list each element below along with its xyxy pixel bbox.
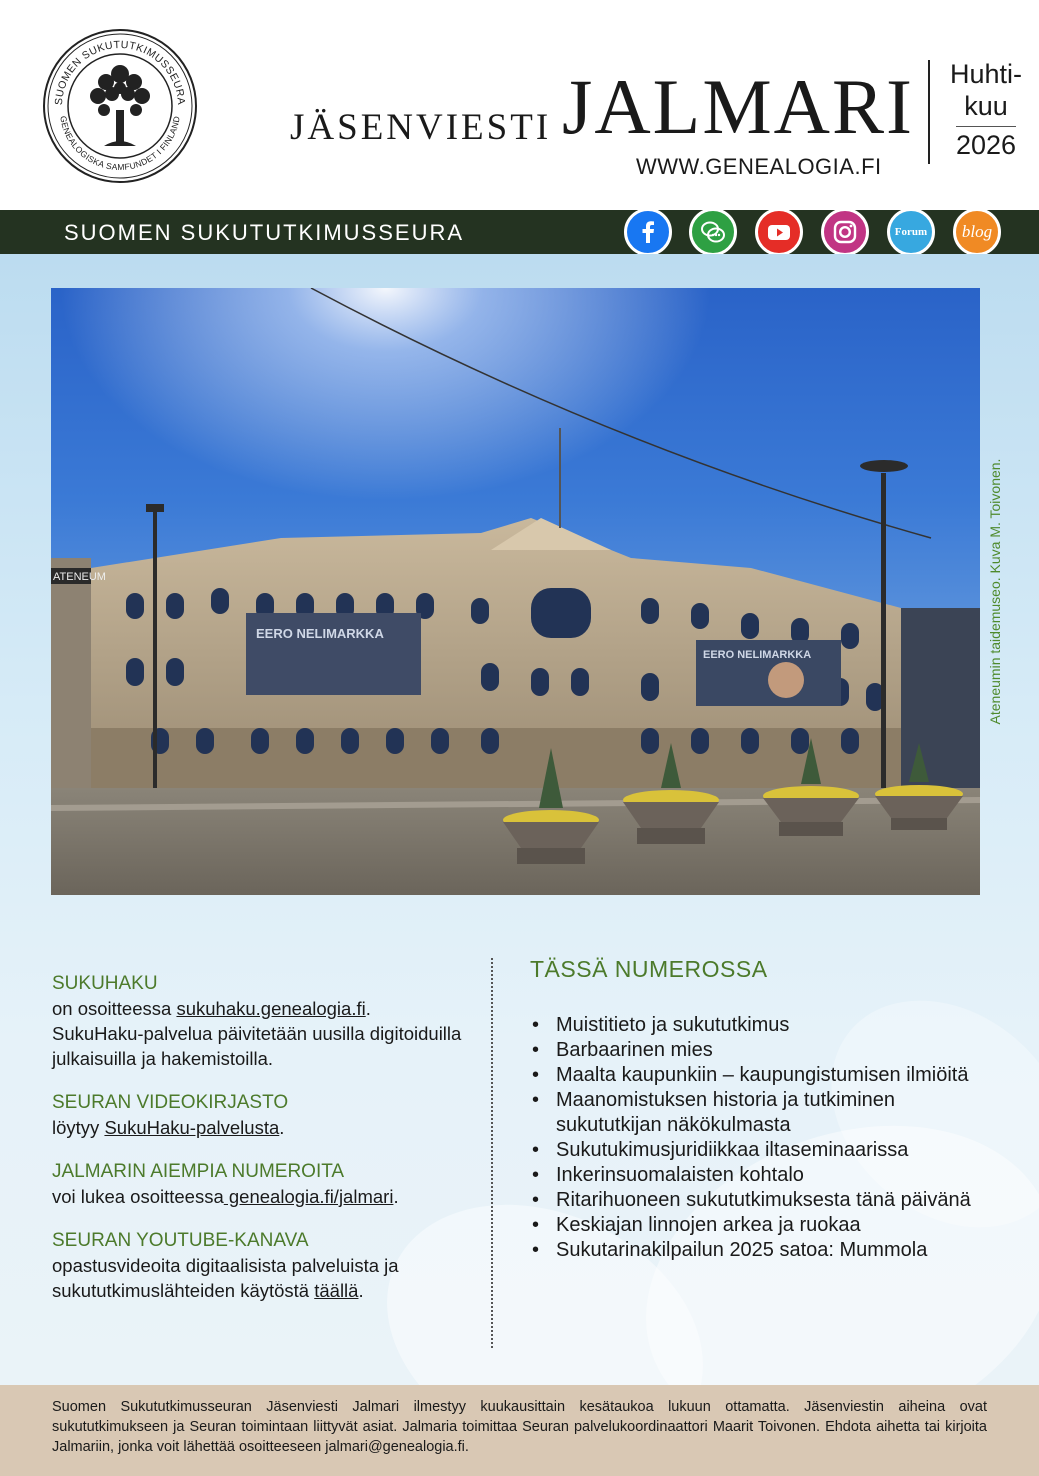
sukuhaku-text-post: . bbox=[365, 998, 371, 1019]
society-bar bbox=[0, 210, 1039, 254]
seal-text-bottom: GENEALOGISKA SAMFUNDET I FINLAND bbox=[58, 115, 182, 173]
section-videokirjasto bbox=[52, 1091, 462, 1140]
cover-photo-ateneum bbox=[51, 288, 980, 895]
footer-text: Suomen Sukututkimusseuran Jäsenviesti Jalmari ilmestyy kuukausittain kesätaukoa lukuun ottamatta. Jäsenviestin aiheina ovat sukututkimukseen ja Seuran toimintaan liittyvät asiat. Jalmaria toimittaa Seuran palvelukoordinaattori Maarit Toivonen. Ehdota aihetta tai kirjoita Jalmariin, jonka voit lähettää osoitteeseen jalmari@genealogia.fi. bbox=[52, 1399, 987, 1455]
banner-right-text: EERO NELIMARKKA bbox=[703, 649, 812, 661]
youtube-icon[interactable] bbox=[755, 208, 803, 256]
sukuhaku-palvelu-link[interactable]: SukuHaku-palvelusta bbox=[104, 1117, 280, 1138]
youtube-text-pre: opastusvideoita digitaalisista palveluista ja sukututkimuslähteiden käytöstä bbox=[52, 1255, 399, 1301]
contents-column bbox=[530, 956, 1000, 1263]
street-sign-text: ATENEUM bbox=[53, 571, 106, 583]
sukuhaku-heading: SUKUHAKU bbox=[52, 973, 158, 994]
list-item: • Maanomistuksen historia ja tutkiminen sukututkijan näkökulmasta bbox=[530, 1088, 1000, 1138]
issue-year: 2026 bbox=[955, 130, 1017, 160]
seal-text-top: SUOMEN SUKUTUTKIMUSSEURA bbox=[52, 38, 188, 106]
date-separator bbox=[956, 126, 1016, 127]
youtube-text bbox=[52, 1253, 462, 1303]
issue-date bbox=[946, 58, 1026, 161]
jalmari-archive-link[interactable]: genealogia.fi/jalmari bbox=[223, 1186, 394, 1207]
website-link[interactable]: WWW.GENEALOGIA.FI bbox=[636, 154, 882, 179]
footer bbox=[0, 1385, 1039, 1476]
list-item: • Sukutukimusjuridiikkaa iltaseminaarissa bbox=[530, 1138, 1000, 1163]
banner-left-text: EERO NELIMARKKA bbox=[256, 626, 384, 641]
sukuhaku-link[interactable]: sukuhaku.genealogia.fi bbox=[176, 998, 366, 1019]
society-name: SUOMEN SUKUTUTKIMUSSEURA bbox=[64, 220, 465, 245]
photo-caption: Ateneumin taidemuseo. Kuva M. Toivonen. bbox=[987, 458, 1003, 725]
youtube-link[interactable]: täällä bbox=[314, 1280, 359, 1301]
info-column bbox=[52, 972, 462, 1323]
masthead bbox=[0, 0, 1039, 210]
contents-list bbox=[530, 1013, 1000, 1263]
chat-icon[interactable] bbox=[689, 208, 737, 256]
instagram-icon[interactable] bbox=[821, 208, 869, 256]
column-divider bbox=[491, 958, 493, 1348]
aiempia-text-post: . bbox=[393, 1186, 399, 1207]
date-divider bbox=[928, 60, 930, 164]
title-jasenviesti: JÄSENVIESTI bbox=[290, 107, 552, 148]
list-item: • Inkerinsuomalaisten kohtalo bbox=[530, 1163, 1000, 1188]
videokirjasto-text-pre: löytyy bbox=[52, 1117, 105, 1138]
youtube-text-post: . bbox=[358, 1280, 364, 1301]
aiempia-numeroita-heading: JALMARIN AIEMPIA NUMEROITA bbox=[52, 1161, 345, 1182]
sukuhaku-text bbox=[52, 996, 462, 1071]
facebook-icon[interactable] bbox=[624, 208, 672, 256]
list-item: • Maalta kaupunkiin – kaupungistumisen ilmiöitä bbox=[530, 1063, 1000, 1088]
list-item: • Barbaarinen mies bbox=[530, 1038, 1000, 1063]
section-sukuhaku bbox=[52, 972, 462, 1071]
list-item: • Keskiajan linnojen arkea ja ruokaa bbox=[530, 1213, 1000, 1238]
title-jalmari: JALMARI bbox=[562, 63, 915, 150]
youtube-heading: SEURAN YOUTUBE-KANAVA bbox=[52, 1230, 309, 1251]
list-item: • Muistitieto ja sukututkimus bbox=[530, 1013, 1000, 1038]
blog-icon-label: blog bbox=[961, 222, 993, 241]
month-line2: kuu bbox=[964, 91, 1008, 121]
aiempia-text-pre: voi lukea osoitteessa bbox=[52, 1186, 224, 1207]
forum-icon[interactable] bbox=[887, 208, 935, 256]
forum-icon-label: Forum bbox=[894, 226, 928, 238]
videokirjasto-text-post: . bbox=[279, 1117, 285, 1138]
sukuhaku-text-pre: on osoitteessa bbox=[52, 998, 177, 1019]
blog-icon[interactable] bbox=[953, 208, 1001, 256]
contents-heading: TÄSSÄ NUMEROSSA bbox=[530, 956, 768, 982]
month-line1: Huhti- bbox=[949, 59, 1023, 89]
section-youtube bbox=[52, 1229, 462, 1303]
section-aiempia-numeroita bbox=[52, 1160, 462, 1209]
sukuhaku-text-rest: SukuHaku-palvelua päivitetään uusilla digitoiduilla julkaisuilla ja hakemistoilla. bbox=[52, 1023, 462, 1069]
society-seal-logo bbox=[42, 28, 198, 184]
list-item: • Sukutarinakilpailun 2025 satoa: Mummola bbox=[530, 1238, 1000, 1263]
aiempia-numeroita-text bbox=[52, 1184, 462, 1209]
videokirjasto-heading: SEURAN VIDEOKIRJASTO bbox=[52, 1092, 289, 1113]
videokirjasto-text bbox=[52, 1115, 462, 1140]
list-item: • Ritarihuoneen sukututkimuksesta tänä päivänä bbox=[530, 1188, 1000, 1213]
